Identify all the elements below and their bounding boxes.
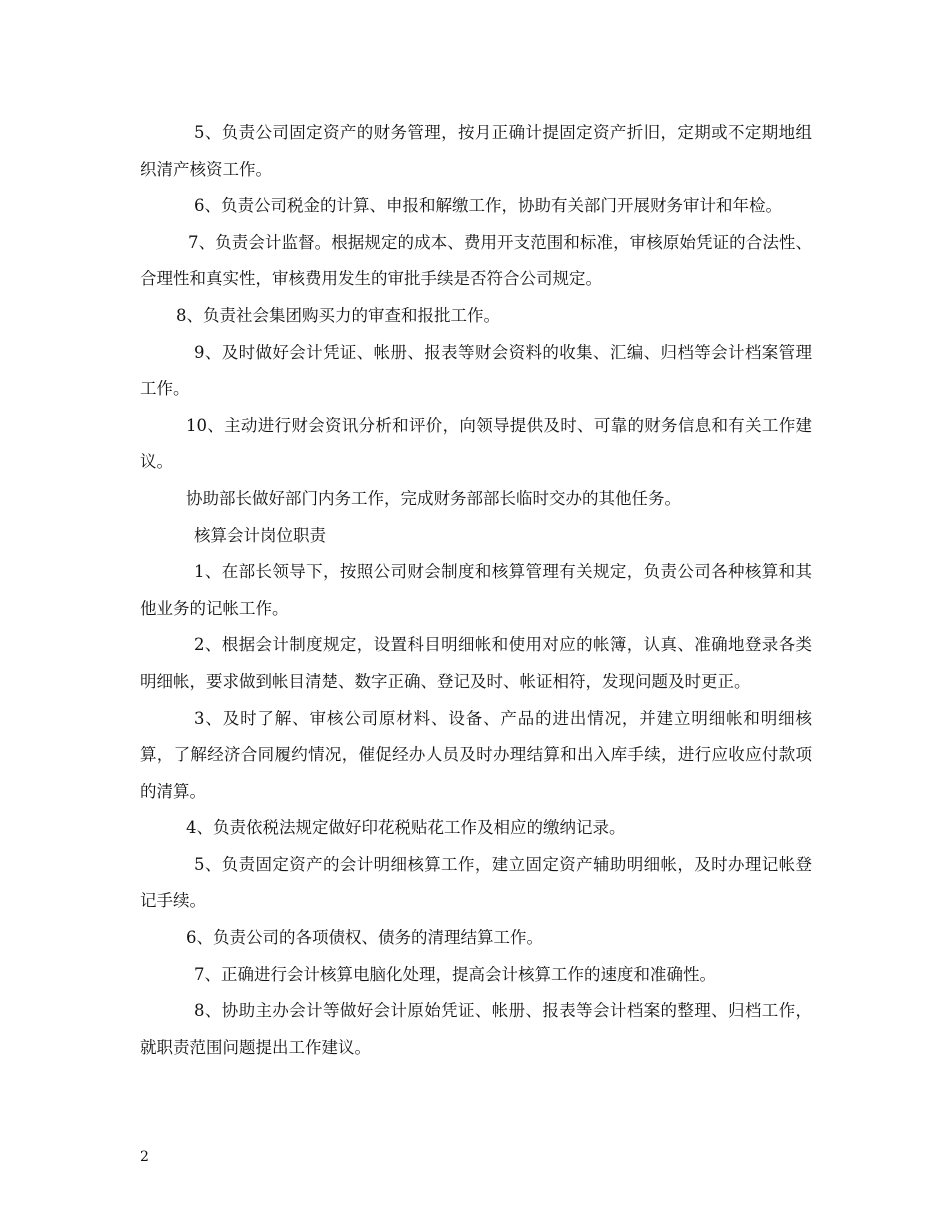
paragraph-accounting-duty-8: 8、协助主办会计等做好会计原始凭证、帐册、报表等会计档案的整理、归档工作，就职责范围问题提出工作建议。: [140, 1001, 812, 1057]
paragraph-duty-8-purchasing-power: 8、负责社会集团购买力的审查和报批工作。: [176, 305, 500, 325]
paragraph-assist-minister: 协助部长做好部门内务工作，完成财务部部长临时交办的其他任务。: [186, 488, 681, 508]
paragraph-duty-10-analysis: 10、主动进行财会资讯分析和评价，向领导提供及时、可靠的财务信息和有关工作建议。: [140, 415, 812, 472]
document-body: [140, 115, 812, 1066]
paragraph-accounting-duty-5: 5、负责固定资产的会计明细核算工作，建立固定资产辅助明细帐，及时办理记帐登记手续。: [140, 854, 812, 911]
paragraph-accounting-duty-4: 4、负责依税法规定做好印花税贴花工作及相应的缴纳记录。: [186, 818, 626, 838]
paragraph-accounting-duty-2: 2、根据会计制度规定，设置科目明细帐和使用对应的帐簿，认真、准确地登录各类明细帐，要求做到帐目清楚、数字正确、登记及时、帐证相符，发现问题及时更正。: [140, 635, 812, 691]
paragraph-accounting-duty-6: 6、负责公司的各项债权、债务的清理结算工作。: [186, 928, 543, 948]
paragraph-duty-9-archives: 9、及时做好会计凭证、帐册、报表等财会资料的收集、汇编、归档等会计档案管理工作。: [140, 342, 812, 399]
paragraph-duty-5-fixed-assets: 5、负责公司固定资产的财务管理，按月正确计提固定资产折旧，定期或不定期地组织清产核资工作。: [140, 123, 812, 179]
page-number: 2: [140, 1149, 149, 1165]
paragraph-accounting-duty-1: 1、在部长领导下，按照公司财会制度和核算管理有关规定，负责公司各种核算和其他业务的记帐工作。: [140, 562, 812, 618]
paragraph-accounting-duty-3: 3、及时了解、审核公司原材料、设备、产品的进出情况，并建立明细帐和明细核算，了解经济合同履约情况，催促经办人员及时办理结算和出入库手续，进行应收应付款项的清算。: [140, 708, 812, 801]
paragraph-duty-7-supervision: 7、负责会计监督。根据规定的成本、费用开支范围和标准，审核原始凭证的合法性、合理性和真实性，审核费用发生的审批手续是否符合公司规定。: [140, 232, 812, 289]
paragraph-duty-6-taxes: 6、负责公司税金的计算、申报和解缴工作，协助有关部门开展财务审计和年检。: [194, 196, 782, 216]
paragraph-accounting-duty-7: 7、正确进行会计核算电脑化处理，提高会计核算工作的速度和准确性。: [194, 964, 716, 984]
section-heading: 核算会计岗位职责: [194, 525, 326, 545]
